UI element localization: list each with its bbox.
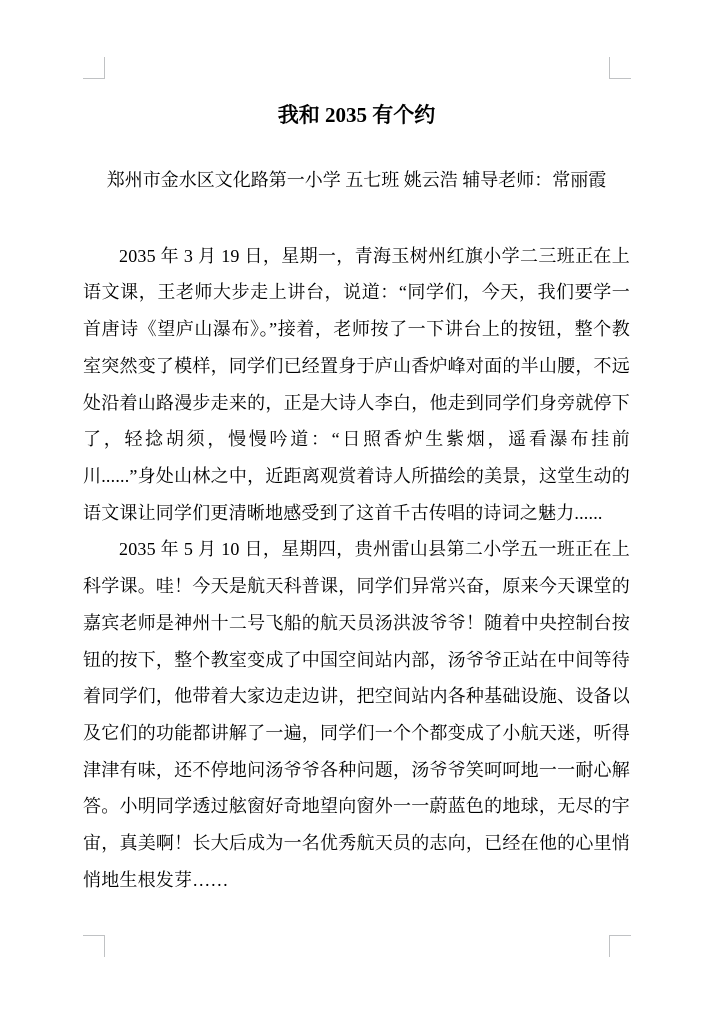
document-content [83, 0, 630, 898]
document-title: 我和 2035 有个约 [277, 103, 436, 127]
crop-mark-bottom-right [609, 935, 631, 957]
crop-mark-bottom-left [83, 935, 105, 957]
document-body [83, 238, 630, 899]
paragraph: 2035 年 5 月 10 日，星期四，贵州雷山县第二小学五一班正在上科学课。哇！今天是航天科普课，同学们异常兴奋，原来今天课堂的嘉宾老师是神州十二号飞船的航天员汤洪波爷爷！随着中央控制台按钮的按下，整个教室变成了中国空间站内部，汤爷爷正站在中间等待着同学们，他带着大家边走边讲，把空间站内各种基础设施、设备以及它们的功能都讲解了一遍，同学们一个个都变成了小航天迷，听得津津有味，还不停地问汤爷爷各种问题，汤爷爷笑呵呵地一一耐心解答。小明同学透过舷窗好奇地望向窗外一一蔚蓝色的地球，无尽的宇宙，真美啊！长大后成为一名优秀航天员的志向，已经在他的心里悄悄地生根发芽…… [83, 539, 630, 890]
document-byline: 郑州市金水区文化路第一小学 五七班 姚云浩 辅导老师：常丽霞 [106, 170, 607, 191]
paragraph: 2035 年 3 月 19 日，星期一，青海玉树州红旗小学二三班正在上语文课，王老师大步走上讲台，说道：“同学们，今天，我们要学一首唐诗《望庐山瀑布》。”接着，老师按了一下讲台上的按钮，整个教室突然变了模样，同学们已经置身于庐山香炉峰对面的半山腰，不远处沿着山路漫步走来的，正是大诗人李白，他走到同学们身旁就停下了，轻捻胡须，慢慢吟道：“日照香炉生紫烟，遥看瀑布挂前川......”身处山林之中，近距离观赏着诗人所描绘的美景，这堂生动的语文课让同学们更清晰地感受到了这首千古传唱的诗词之魅力...... [83, 245, 630, 523]
